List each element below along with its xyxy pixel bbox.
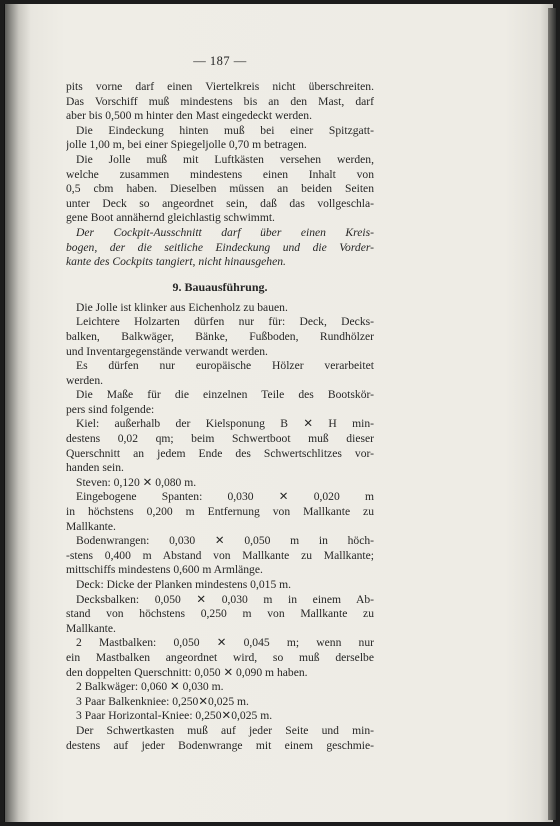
text-line: 2 Balkwäger: 0,060 ✕ 0,030 m. <box>76 680 224 694</box>
text-line: Es dürfen nur europäische Hölzer verarbeitet <box>76 359 374 373</box>
page-edge <box>548 8 556 820</box>
text-line: werden. <box>66 373 104 387</box>
text-line: -stens 0,400 m Abstand von Mallkante zu Mallkante; <box>66 548 374 562</box>
text-line: Mallkante. <box>66 621 116 635</box>
text-line: Der Cockpit-Ausschnitt darf über einen Kreis- <box>76 225 374 239</box>
page-text <box>66 54 374 753</box>
section-body <box>66 301 374 753</box>
text-line: Deck: Dicke der Planken mindestens 0,015 m. <box>76 578 292 591</box>
text-line: Der Schwertkasten muß auf jeder Seite und min- <box>76 723 374 737</box>
text-line: destens auf jeder Bodenwrange mit einem geschmie- <box>66 738 374 752</box>
section-heading: 9. Bauausführung. <box>172 279 268 294</box>
text-line: pers sind folgende: <box>66 402 155 416</box>
text-line: stand von höchstens 0,250 m von Mallkante zu <box>66 607 374 621</box>
paragraph-luftkaesten <box>66 153 374 226</box>
paragraph-eindeckung <box>66 124 374 153</box>
text-line: Mallkante. <box>66 519 116 533</box>
text-line: Kiel: außerhalb der Kielsponung B ✕ H min- <box>76 417 374 431</box>
text-line: Die Maße für die einzelnen Teile des Bootskör- <box>76 388 374 402</box>
text-line: Querschnitt an jedem Ende des Schwertschlitzes vor- <box>66 446 374 460</box>
text-line: Decksbalken: 0,050 ✕ 0,030 m in einem Ab- <box>76 592 374 606</box>
text-line: handen sein. <box>66 461 124 475</box>
text-line: 3 Paar Balkenkniee: 0,250✕0,025 m. <box>76 694 249 708</box>
text-line: bogen, der die seitliche Eindeckung und die Vorder- <box>66 240 374 254</box>
text-line: Die Jolle muß mit Luftkästen versehen werden, <box>76 152 374 166</box>
text-line: kante des Cockpits tangiert, nicht hinausgehen. <box>66 255 286 269</box>
paragraph-italic-rule <box>66 226 374 270</box>
text-line: Die Eindeckung hinten muß bei einer Spitzgatt- <box>76 123 374 137</box>
text-line: Eingebogene Spanten: 0,030 ✕ 0,020 m <box>76 490 374 504</box>
text-line: Steven: 0,120 ✕ 0,080 m. <box>76 475 197 489</box>
text-line: ein Mastbalken angeordnet wird, so muß derselbe <box>66 650 374 664</box>
text-line: mittschiffs mindestens 0,600 m Armlänge. <box>66 563 263 577</box>
text-line: den doppelten Querschnitt: 0,050 ✕ 0,090 m haben. <box>66 665 308 679</box>
text-line: jolle 1,00 m, bei einer Spiegeljolle 0,70 m betragen. <box>66 138 307 152</box>
text-line: und Inventargegenstände verwandt werden. <box>66 344 268 358</box>
text-line: 0,5 cbm haben. Dieselben müssen an beiden Seiten <box>66 182 374 196</box>
text-line: balken, Balkwäger, Bänke, Fußboden, Rundhölzer <box>66 329 374 343</box>
text-line: Bodenwrangen: 0,030 ✕ 0,050 m in höch- <box>76 534 374 548</box>
text-line: 2 Mastbalken: 0,050 ✕ 0,045 m; wenn nur <box>76 636 374 650</box>
paragraph-cockpit <box>66 80 374 124</box>
text-line: Leichtere Holzarten dürfen nur für: Deck, Decks- <box>76 315 374 329</box>
text-line: pits vorne darf einen Viertelkreis nicht überschreiten. <box>66 80 374 93</box>
page-number: — 187 — <box>193 54 247 68</box>
text-line: in höchstens 0,200 m Entfernung von Mallkante zu <box>66 505 374 519</box>
text-line: destens 0,02 qm; beim Schwertboot muß dieser <box>66 432 374 446</box>
text-line: aber bis 0,500 m hinter den Mast eingedeckt werden. <box>66 109 312 123</box>
text-line: 3 Paar Horizontal-Kniee: 0,250✕0,025 m. <box>76 709 273 723</box>
text-line: welche zusammen mindestens einen Inhalt von <box>66 167 374 181</box>
text-line: gene Boot annähernd gleichlastig schwimmt. <box>66 211 275 225</box>
text-line: Das Vorschiff muß mindestens bis an den Mast, darf <box>66 94 374 108</box>
text-line: Die Jolle ist klinker aus Eichenholz zu bauen. <box>76 300 288 314</box>
text-line: unter Deck so angeordnet sein, daß das vollgeschla- <box>66 196 374 210</box>
